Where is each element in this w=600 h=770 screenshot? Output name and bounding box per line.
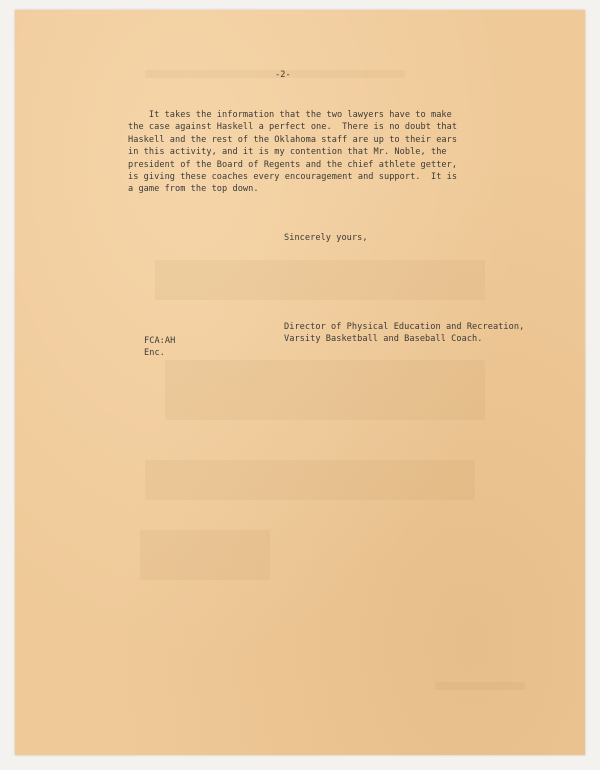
reference-initials: [144, 335, 175, 360]
body-line: It takes the information that the two lawyers have to make: [128, 110, 452, 120]
body-line: a game from the top down.: [128, 184, 259, 195]
bleed-through-mark: [155, 260, 485, 300]
reference-line: FCA:AH: [144, 336, 176, 346]
body-line: Haskell and the rest of the Oklahoma staff are up to their ears: [128, 134, 458, 145]
signature-title-line: Varsity Basketball and Baseball Coach.: [284, 334, 483, 345]
body-line: is giving these coaches every encouragement and support. It is: [128, 172, 458, 183]
bleed-through-mark: [165, 360, 485, 420]
body-paragraph: [128, 109, 457, 196]
body-line: the case against Haskell a perfect one. There is no doubt that: [128, 122, 458, 133]
signature-title-line: Director of Physical Education and Recreation,: [284, 322, 525, 332]
body-line: president of the Board of Regents and the chief athlete getter,: [128, 159, 458, 170]
signature-title: [284, 321, 524, 346]
bleed-through-mark: [435, 682, 525, 690]
enclosure-line: Enc.: [144, 348, 165, 359]
body-line: in this activity, and it is my contention that Mr. Noble, the: [128, 147, 447, 158]
closing-line: Sincerely yours,: [284, 233, 368, 243]
page-number: -2-: [275, 70, 291, 80]
bleed-through-mark: [145, 460, 475, 500]
bleed-through-mark: [140, 530, 270, 580]
